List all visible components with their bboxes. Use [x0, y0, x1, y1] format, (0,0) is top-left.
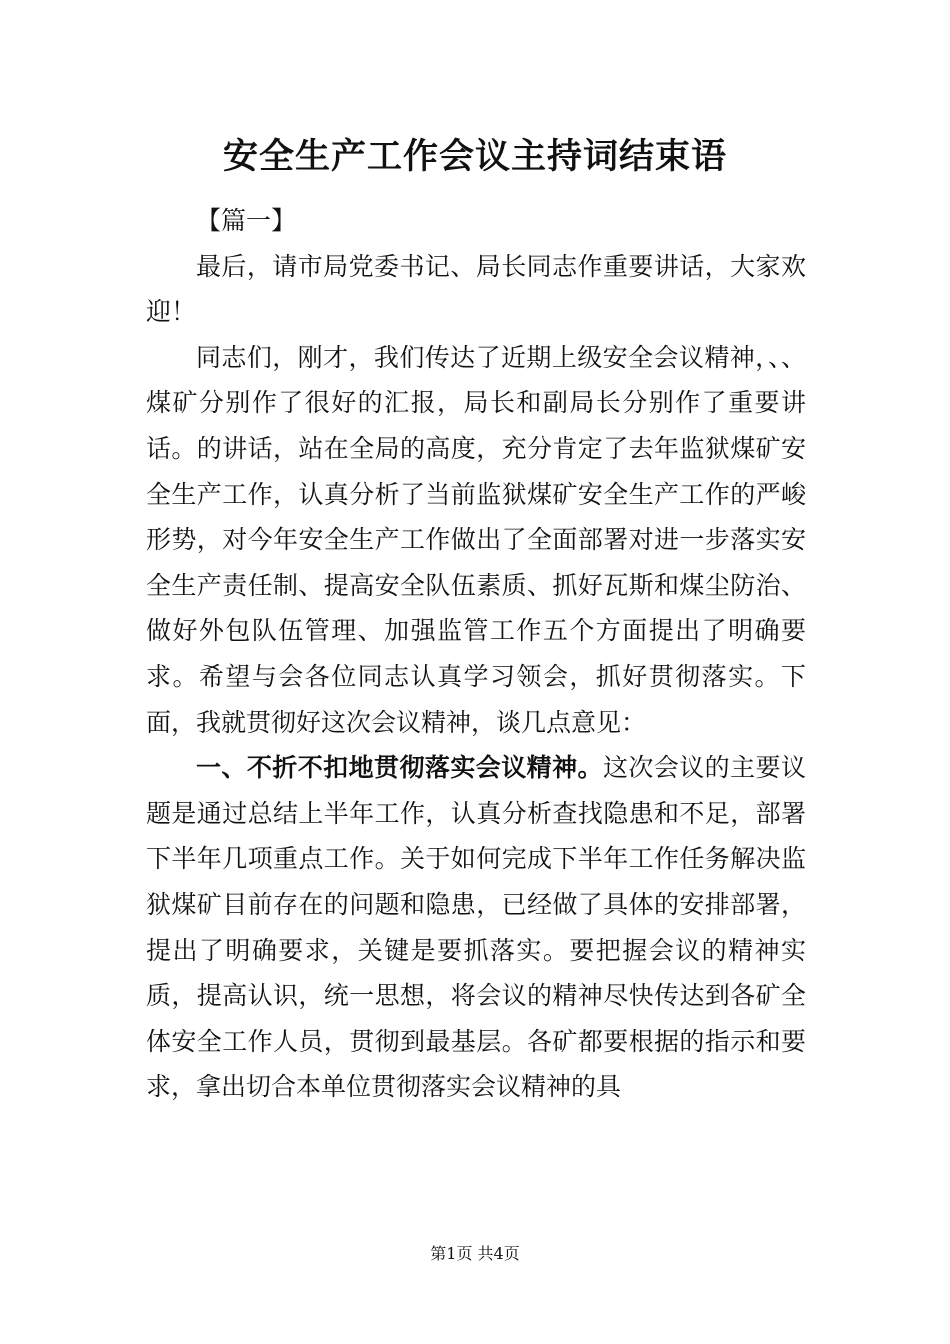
document-title: 安全生产工作会议主持词结束语 — [222, 136, 727, 177]
page-footer: 第1页 共4页 — [430, 1244, 520, 1263]
paragraph-2: 同志们，刚才，我们传达了近期上级安全会议精神，、、煤矿分别作了很好的汇报，局长和副局长分别作了重要讲话。的讲话，站在全局的高度，充分肯定了去年监狱煤矿安全生产工作，认真分析了当前监狱煤矿安全生产工作的严峻形势，对今年安全生产工作做出了全面部署对进一步落实安全生产责任制、提高安全队伍素质、抓好瓦斯和煤尘防治、做好外包队伍管理、加强监管工作五个方面提出了明确要求。希望与会各位同志认真学习领会，抓好贯彻落实。下面，我就贯彻好这次会议精神，谈几点意见： — [146, 342, 806, 737]
point-one-text: 这次会议的主要议题是通过总结上半年工作，认真分析查找隐患和不足，部署下半年几项重点工作。关于如何完成下半年工作任务解决监狱煤矿目前存在的问题和隐患，已经做了具体的安排部署，提出了明确要求，关键是要抓落实。要把握会议的精神实质，提高认识，统一思想，将会议的精神尽快传达到各矿全体安全工作人员，贯彻到最基层。各矿都要根据的指示和要求，拿出切合本单位贯彻落实会议精神的具 — [146, 753, 806, 1102]
document-body — [146, 198, 806, 1110]
section-label: 【篇一】 — [196, 206, 297, 235]
paragraph-1: 最后，请市局党委书记、局长同志作重要讲话，大家欢迎！ — [146, 251, 806, 327]
point-one-heading: 一、不折不扣地贯彻落实会议精神。 — [196, 753, 603, 783]
paragraph-3 — [146, 745, 806, 1110]
